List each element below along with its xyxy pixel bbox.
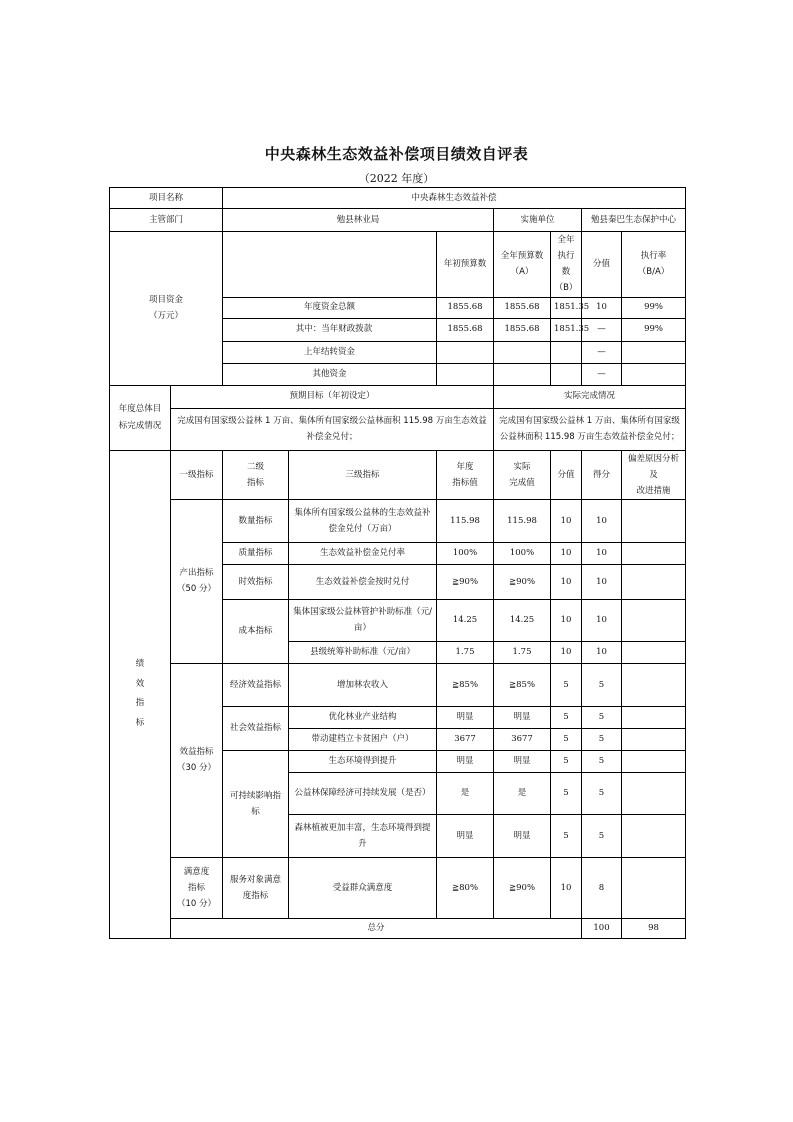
header-score-value: 分值 xyxy=(582,232,622,298)
header-level1: 一级指标 xyxy=(171,450,223,499)
header-level3: 三级指标 xyxy=(289,450,437,499)
header-note: 偏差原因分析及 改进措施 xyxy=(622,450,686,499)
table-row: 效益指标 （30 分） 经济效益指标 增加林农收入 ≧85% ≧85% 5 5 xyxy=(110,663,686,706)
table-row: 满意度 指标 （10 分） 服务对象满意度指标 受益群众满意度 ≧80% ≧90% 10 8 xyxy=(110,857,686,918)
implementing-unit-value: 勉县秦巴生态保护中心 xyxy=(582,209,686,232)
header-level2: 二级 指标 xyxy=(223,450,289,499)
header-annual-exec: 全年执行 数（B） xyxy=(551,232,582,298)
department-label: 主管部门 xyxy=(110,209,223,232)
total-label: 总分 xyxy=(171,918,582,938)
funds-row: 其他资金 — xyxy=(110,363,686,385)
project-name-row xyxy=(110,188,686,209)
table-row: 森林植被更加丰富，生态环境得到提升 明显 明显 5 5 xyxy=(110,814,686,857)
table-row: 县级统筹补助标准（元/亩） 1.75 1.75 10 10 xyxy=(110,641,686,663)
table-row: 带动建档立卡贫困户（户） 3677 3677 5 5 xyxy=(110,728,686,750)
table-row: 时效指标 生态效益补偿金按时兑付 ≧90% ≧90% 10 10 xyxy=(110,564,686,599)
header-value: 分值 xyxy=(551,450,582,499)
table-row: 成本指标 集体国家级公益林管护补助标准（元/亩） 14.25 14.25 10 10 xyxy=(110,599,686,641)
funds-label: 项目资金 （万元） xyxy=(110,232,223,386)
expected-goal-header: 预期目标（年初设定） xyxy=(171,385,494,408)
actual-result-text: 完成国有国家级公益林 1 万亩、集体所有国家级公益林面积 115.98 万亩生态效益补偿金兑付； xyxy=(494,408,686,450)
funds-header-blank xyxy=(223,232,437,298)
header-target: 年度 指标值 xyxy=(437,450,494,499)
report-year: （2022 年度） xyxy=(358,172,435,185)
total-score: 98 xyxy=(622,918,686,938)
header-score: 得分 xyxy=(582,450,622,499)
page-title: 中央森林生态效益补偿项目绩效自评表 xyxy=(264,145,529,163)
header-initial-budget: 年初预算数 xyxy=(437,232,494,298)
table-row: 质量指标 生态效益补偿金兑付率 100% 100% 10 10 xyxy=(110,542,686,564)
goals-content-row xyxy=(110,408,686,450)
header-annual-budget: 全年预算数 （A） xyxy=(494,232,551,298)
project-name: 中央森林生态效益补偿 xyxy=(223,188,686,209)
goals-header-row xyxy=(110,385,686,408)
department-row xyxy=(110,209,686,232)
department-value: 勉县林业局 xyxy=(223,209,494,232)
satisfaction-indicator-label: 满意度 指标 （10 分） xyxy=(171,857,223,918)
output-indicator-label: 产出指标 （50 分） xyxy=(171,499,223,663)
evaluation-table xyxy=(109,187,686,939)
funds-row: 其中：当年财政拨款 1855.68 1855.68 1851.35 — 99% xyxy=(110,318,686,341)
implementing-unit-label: 实施单位 xyxy=(494,209,582,232)
table-row: 社会效益指标 优化林业产业结构 明显 明显 5 5 xyxy=(110,706,686,728)
funds-header-row xyxy=(110,232,686,298)
table-row: 公益林保障经济可持续发展（是否） 是 是 5 5 xyxy=(110,772,686,814)
funds-row: 上年结转资金 — xyxy=(110,341,686,363)
expected-goal-text: 完成国有国家级公益林 1 万亩、集体所有国家级公益林面积 115.98 万亩生态效益补偿金兑付； xyxy=(171,408,494,450)
project-name-label: 项目名称 xyxy=(110,188,223,209)
performance-side-label: 绩 效 指 标 xyxy=(110,450,171,938)
actual-result-header: 实际完成情况 xyxy=(494,385,686,408)
table-row: 可持续影响指标 生态环境得到提升 明显 明显 5 5 xyxy=(110,750,686,772)
perf-header-row xyxy=(110,450,686,499)
benefit-indicator-label: 效益指标 （30 分） xyxy=(171,663,223,857)
table-row: 产出指标 （50 分） 数量指标 集体所有国家级公益林的生态效益补偿金兑付（万亩） 115.98 115.98 10 10 xyxy=(110,499,686,542)
header-actual: 实际 完成值 xyxy=(494,450,551,499)
funds-row: 年度资金总额 1855.68 1855.68 1851.35 10 99% xyxy=(110,297,686,318)
total-row xyxy=(110,918,686,938)
header-exec-rate: 执行率 （B/A） xyxy=(622,232,686,298)
total-value: 100 xyxy=(582,918,622,938)
goals-label: 年度总体目 标完成情况 xyxy=(110,385,171,450)
